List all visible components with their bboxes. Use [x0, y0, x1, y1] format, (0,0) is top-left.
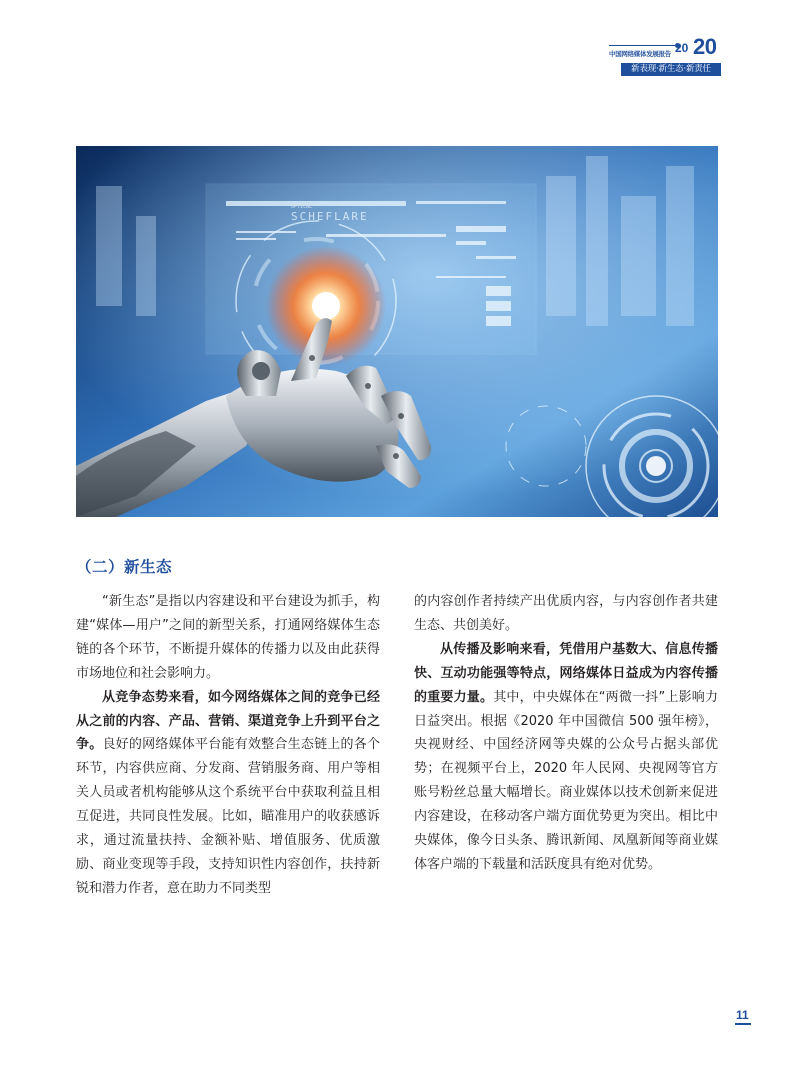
report-year-suffix: 20 — [693, 34, 717, 59]
page-number: 11 — [736, 1008, 749, 1022]
report-title: 中国网络媒体发展报告 — [609, 50, 672, 58]
hud-overlay-small-text: OPTICAL — [291, 204, 313, 210]
paragraph-competition-body: 良好的网络媒体平台能有效整合生态链上的各个环节，内容供应商、分发商、营销服务商、用户等相关人员或者机构能够从这个系统平台中获取利益且相互促进，共同良性发展。比如，瞄准用户的收获感诉求，通过流量扶持、金额补贴、增值服务、优质激励、商业变现等手段，支持知识性内容创作，扶持新锐和潜力作者，意在助力不同类型 — [76, 737, 380, 896]
page-number-underline — [735, 1023, 751, 1025]
header-rule — [609, 45, 679, 46]
report-header-badge — [609, 36, 721, 80]
report-year-prefix: 20 — [675, 41, 689, 55]
paragraph-competition-lead: 从竞争态势来看，如今网络媒体之间的竞争已经从之前的内容、产品、营销、渠道竞争上升到平台之争。 — [76, 689, 380, 753]
text-column-right — [414, 590, 718, 877]
report-subtitle: 新表现·新生态·新责任 — [621, 63, 721, 76]
paragraph-intro: “新生态”是指以内容建设和平台建设为抓手，构建“媒体—用户”之间的新型关系，打通网络媒体生态链的各个环节，不断提升媒体的传播力以及由此获得市场地位和社会影响力。 — [76, 594, 380, 681]
robot-hand-illustration — [76, 146, 718, 517]
paragraph-influence-lead: 从传播及影响来看，凭借用户基数大、信息传播快、互动功能强等特点，网络媒体日益成为内容传播的重要力量。 — [414, 641, 718, 705]
hud-overlay-text: SCHEFLARE — [291, 210, 369, 223]
paragraph-competition-continued: 的内容创作者持续产出优质内容，与内容创作者共建生态、共创美好。 — [414, 594, 718, 633]
paragraph-influence — [414, 638, 718, 877]
hero-image-robot-hand — [76, 146, 718, 517]
text-column-left — [76, 590, 380, 901]
paragraph-influence-body: 其中，中央媒体在“两微一抖”上影响力日益突出。根据《2020 年中国微信 500 强年榜》，央视财经、中国经济网等央媒的公众号占据头部优势；在视频平台上，2020 年人民网、央视网等官方账号粉丝总量大幅增长。商业媒体以技术创新来促进内容建设，在移动客户端方面优势更为突出。相比中央媒体，像今日头条、腾讯新闻、凤凰新闻等商业媒体客户端的下载量和活跃度具有绝对优势。 — [414, 689, 718, 872]
section-title: （二）新生态 — [76, 558, 173, 576]
paragraph-competition — [76, 686, 380, 901]
